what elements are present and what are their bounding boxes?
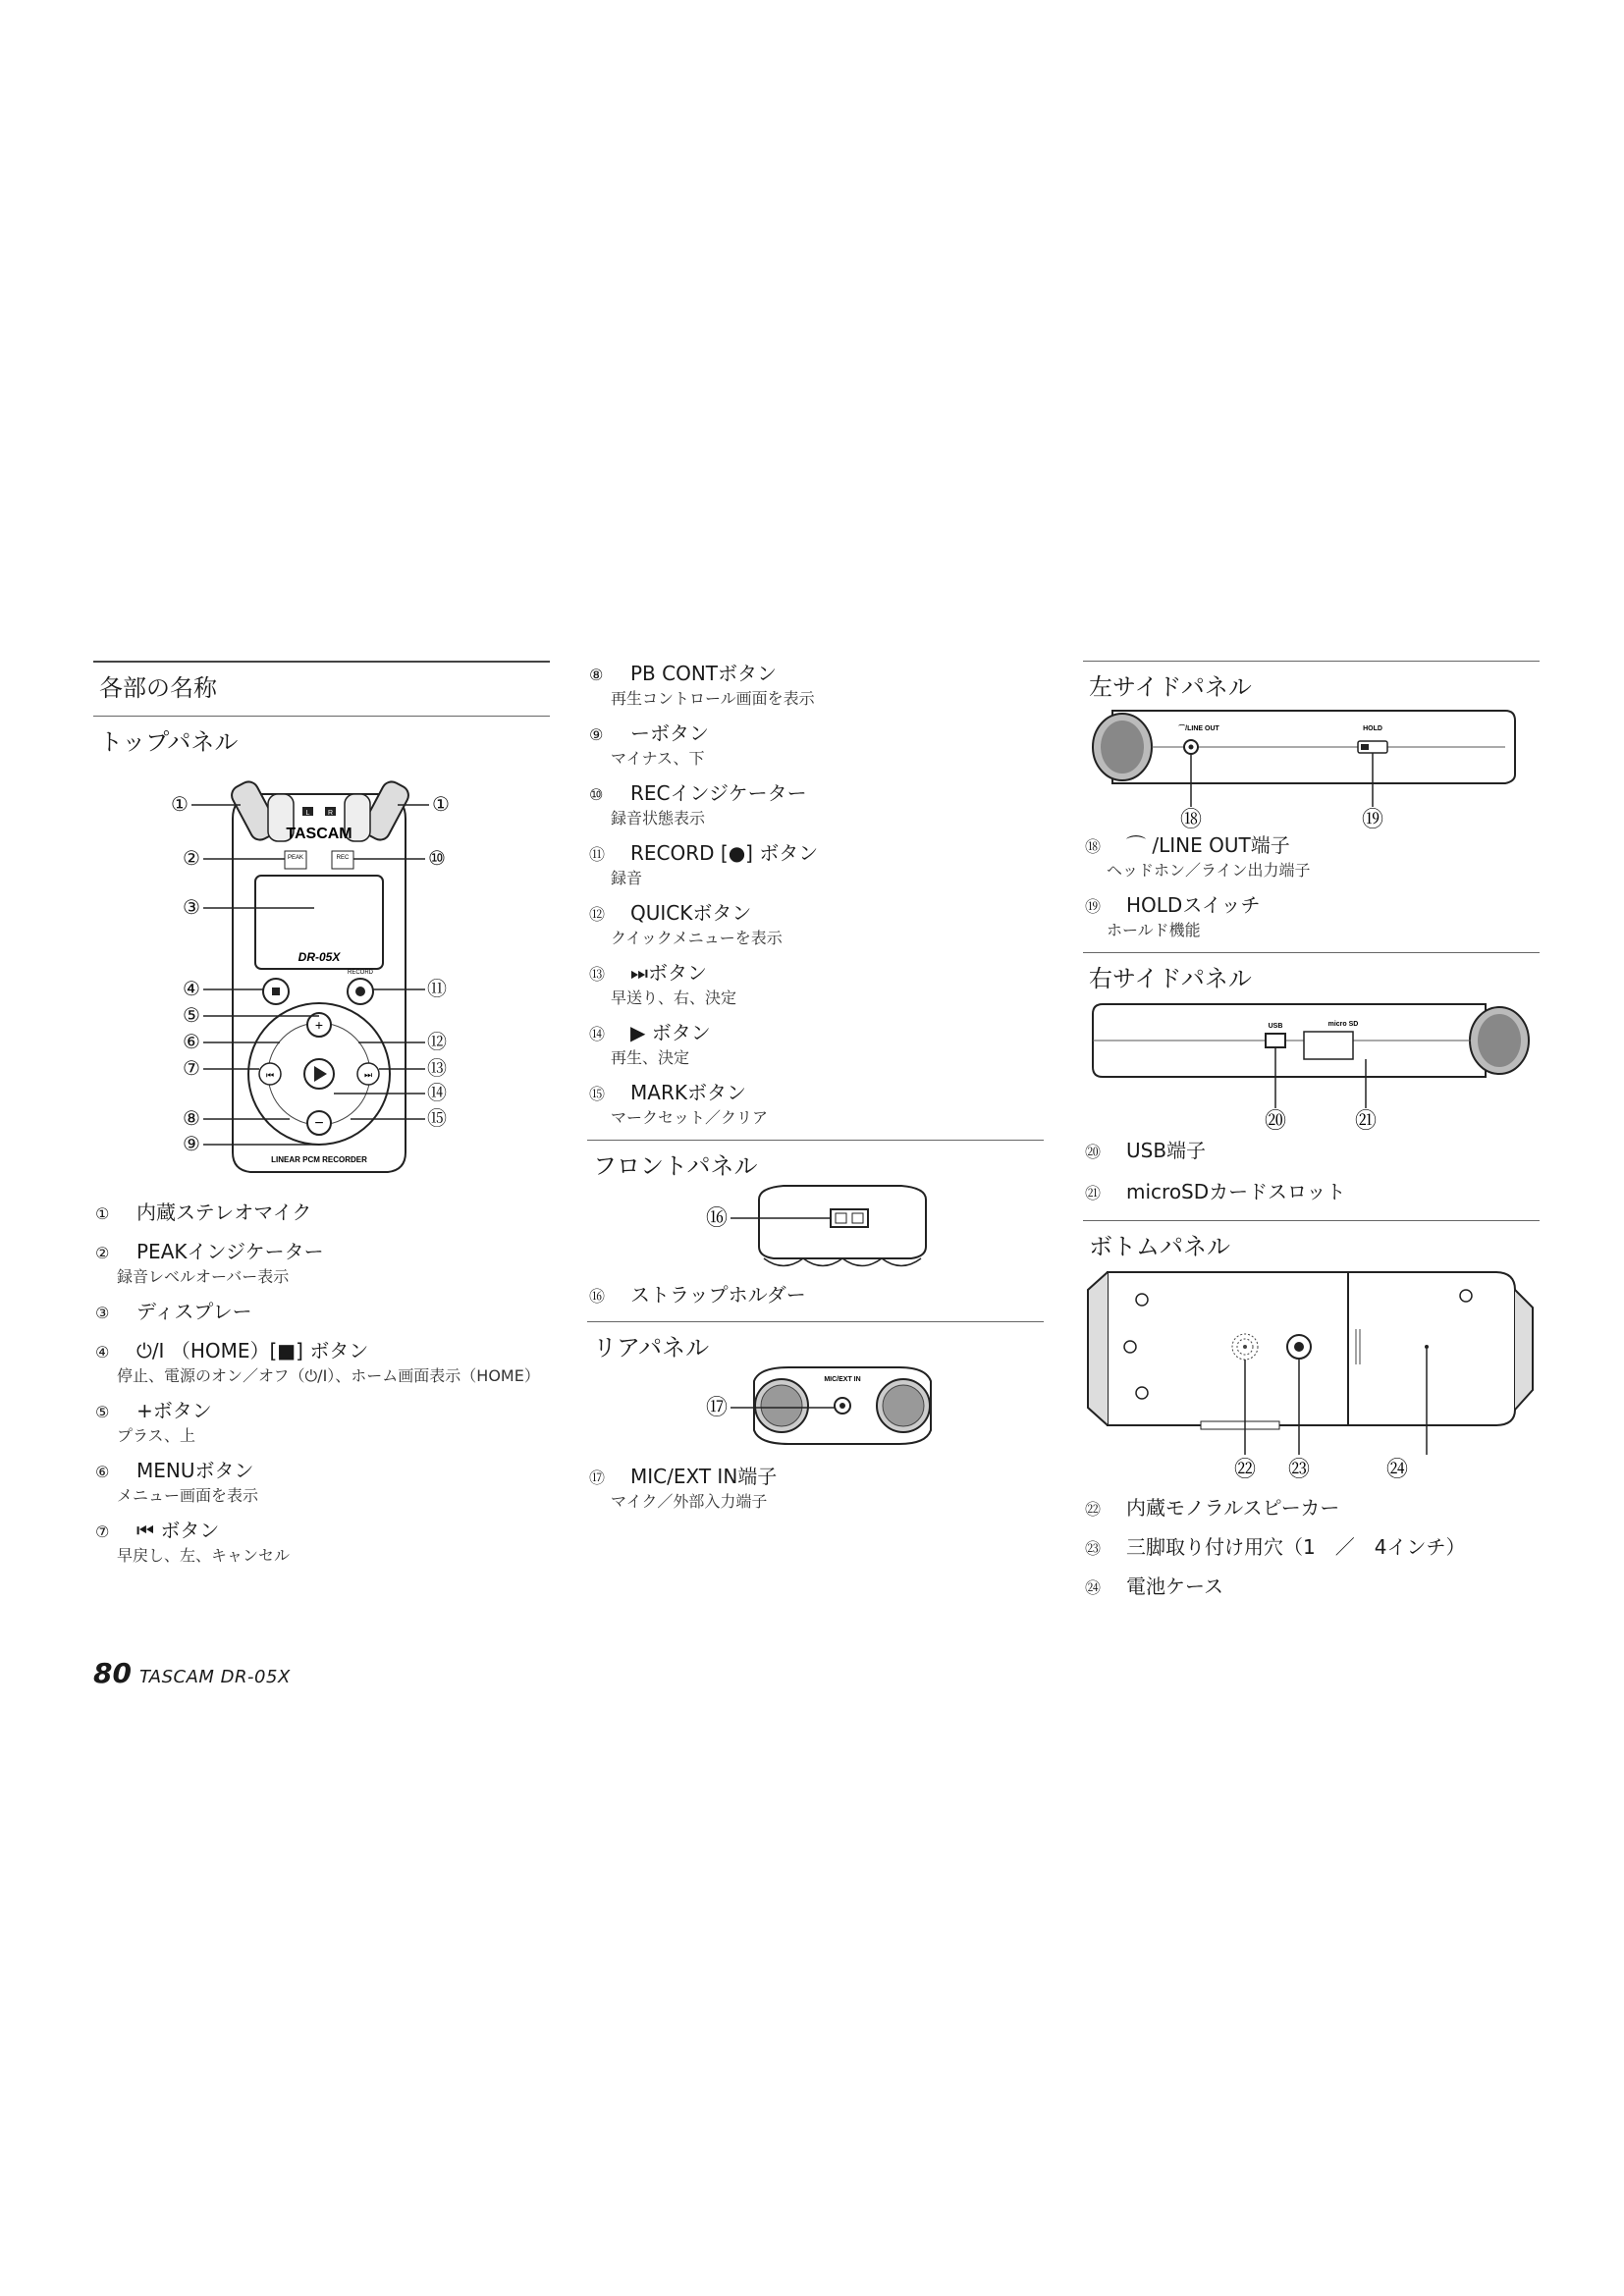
list-item: ③ ディスプレー xyxy=(95,1300,252,1323)
svg-text:⑮: ⑮ xyxy=(427,1108,447,1130)
bottom-panel-title: ボトムパネル xyxy=(1089,1233,1230,1260)
callout-19: ⑲ xyxy=(1361,807,1384,828)
callout-22: ㉒ xyxy=(1233,1457,1257,1481)
list-item: ⑤ +ボタン プラス、上 xyxy=(95,1399,212,1445)
front-panel-title: フロントパネル xyxy=(593,1152,758,1180)
list-item: ⑦ ⏮ ボタン 早戻し、左、キャンセル xyxy=(95,1519,291,1565)
svg-text:⑪: ⑪ xyxy=(427,979,447,1000)
svg-text:⑧: ⑧ xyxy=(183,1108,200,1130)
list-item: ⑰ MIC/EXT IN端子 マイク／外部入力端子 xyxy=(589,1465,778,1511)
list-item: ⑨ ーボタン マイナス、下 xyxy=(589,721,709,768)
svg-text:②: ② xyxy=(183,848,200,870)
front-panel-illustration xyxy=(587,1180,1044,1278)
callout-24: ㉔ xyxy=(1385,1457,1409,1481)
svg-text:①: ① xyxy=(432,794,450,816)
svg-text:⑤: ⑤ xyxy=(183,1005,200,1027)
list-item: ⑫ QUICKボタン クイックメニューを表示 xyxy=(589,901,783,947)
list-item: ⑪ RECORD [●] ボタン 録音 xyxy=(589,841,819,887)
rear-panel-figure xyxy=(587,1362,1044,1460)
svg-text:−: − xyxy=(314,1115,324,1132)
bottom-panel-figure xyxy=(1083,1260,1540,1481)
svg-text:+: + xyxy=(314,1017,324,1033)
svg-text:⑭: ⑭ xyxy=(427,1083,447,1104)
rear-panel-illustration xyxy=(587,1362,1044,1460)
svg-text:⌒/LINE OUT: ⌒/LINE OUT xyxy=(1178,725,1219,732)
page-number: 80 xyxy=(93,1657,132,1689)
top-panel-list xyxy=(93,1200,550,1566)
left-panel-figure xyxy=(1083,701,1540,828)
svg-text:①: ① xyxy=(171,794,189,816)
list-item: ④ ⏻/I （HOME）[■] ボタン 停止、電源のオン／オフ（⏻/I）、ホーム画面表示（HOME） xyxy=(95,1339,540,1385)
svg-text:④: ④ xyxy=(183,979,200,1000)
list-item: ㉑ microSDカードスロット xyxy=(1085,1180,1346,1203)
list-item: ⑧ PB CONTボタン 再生コントロール画面を表示 xyxy=(589,662,815,708)
list-item: ⑩ RECインジケーター 録音状態表示 xyxy=(589,781,807,828)
right-panel-list xyxy=(1083,1138,1540,1206)
list-item: ⑯ ストラップホルダー xyxy=(589,1283,806,1307)
left-panel-title: 左サイドパネル xyxy=(1089,673,1252,701)
list-item: ⑱ ⌒ /LINE OUT端子 ヘッドホン／ライン出力端子 xyxy=(1085,833,1311,880)
svg-text:⑬: ⑬ xyxy=(427,1058,447,1080)
callout-16: ⑯ xyxy=(705,1205,729,1230)
callout-21: ㉑ xyxy=(1354,1108,1378,1130)
svg-text:REC: REC xyxy=(336,855,350,861)
list-item: ⑥ MENUボタン メニュー画面を表示 xyxy=(95,1459,259,1505)
list-item: ⑮ MARKボタン マークセット／クリア xyxy=(589,1081,769,1127)
right-panel-title: 右サイドパネル xyxy=(1089,965,1252,992)
left-panel-list xyxy=(1083,832,1540,940)
svg-text:RECORD: RECORD xyxy=(347,970,374,976)
brand-logo: TASCAM xyxy=(286,826,352,842)
svg-text:⑨: ⑨ xyxy=(183,1134,200,1155)
svg-text:R: R xyxy=(327,810,334,817)
svg-text:LINEAR PCM RECORDER: LINEAR PCM RECORDER xyxy=(271,1155,367,1164)
svg-text:USB: USB xyxy=(1268,1023,1283,1030)
top-panel-title: トップパネル xyxy=(99,728,239,756)
front-panel-figure xyxy=(587,1180,1044,1278)
page-footer xyxy=(93,1657,291,1689)
footer-product-name: TASCAM DR-05X xyxy=(138,1667,291,1687)
right-panel-illustration xyxy=(1083,992,1540,1130)
list-item: ⑳ USB端子 xyxy=(1085,1139,1207,1162)
section-title: 各部の名称 xyxy=(99,674,217,702)
svg-text:micro SD: micro SD xyxy=(1327,1021,1359,1028)
list-item: ㉓ 三脚取り付け用穴（1 ／ 4インチ） xyxy=(1085,1535,1466,1559)
callout-17: ⑰ xyxy=(705,1395,729,1419)
list-item: ㉒ 内蔵モノラルスピーカー xyxy=(1085,1496,1340,1520)
column-1 xyxy=(93,661,550,1577)
svg-text:PEAK: PEAK xyxy=(287,855,304,861)
callout-23: ㉓ xyxy=(1287,1457,1311,1481)
list-item: ⑲ HOLDスイッチ ホールド機能 xyxy=(1085,893,1261,939)
callout-20: ⑳ xyxy=(1264,1108,1287,1130)
svg-text:③: ③ xyxy=(183,897,200,919)
svg-text:L: L xyxy=(305,810,310,817)
list-item: ② PEAKインジケーター 録音レベルオーバー表示 xyxy=(95,1240,324,1286)
svg-text:MIC/EXT IN: MIC/EXT IN xyxy=(824,1376,861,1383)
svg-text:⑩: ⑩ xyxy=(428,848,446,870)
svg-text:⏭: ⏭ xyxy=(363,1070,373,1080)
list-item: ⑬ ⏭ボタン 早送り、右、決定 xyxy=(589,961,737,1007)
column-3 xyxy=(1083,661,1540,1613)
list-item: ⑭ ▶ ボタン 再生、決定 xyxy=(589,1021,711,1067)
callout-18: ⑱ xyxy=(1179,807,1203,828)
svg-text:⑦: ⑦ xyxy=(183,1058,200,1080)
right-panel-figure xyxy=(1083,992,1540,1130)
svg-text:⏮: ⏮ xyxy=(265,1070,275,1080)
list-item: ㉔ 電池ケース xyxy=(1085,1575,1223,1598)
top-panel-illustration xyxy=(93,760,550,1192)
list-item: ① 内蔵ステレオマイク xyxy=(95,1201,312,1224)
top-panel-list-continued xyxy=(587,661,1044,1128)
bottom-panel-list xyxy=(1083,1495,1540,1601)
svg-text:HOLD: HOLD xyxy=(1363,725,1382,732)
top-panel-figure xyxy=(93,760,550,1192)
column-2 xyxy=(587,661,1044,1523)
bottom-panel-illustration xyxy=(1083,1260,1540,1481)
svg-text:⑫: ⑫ xyxy=(427,1032,447,1053)
model-label: DR-05X xyxy=(298,950,341,964)
svg-text:⑥: ⑥ xyxy=(183,1032,200,1053)
rear-panel-title: リアパネル xyxy=(593,1334,710,1362)
left-panel-illustration xyxy=(1083,701,1540,828)
